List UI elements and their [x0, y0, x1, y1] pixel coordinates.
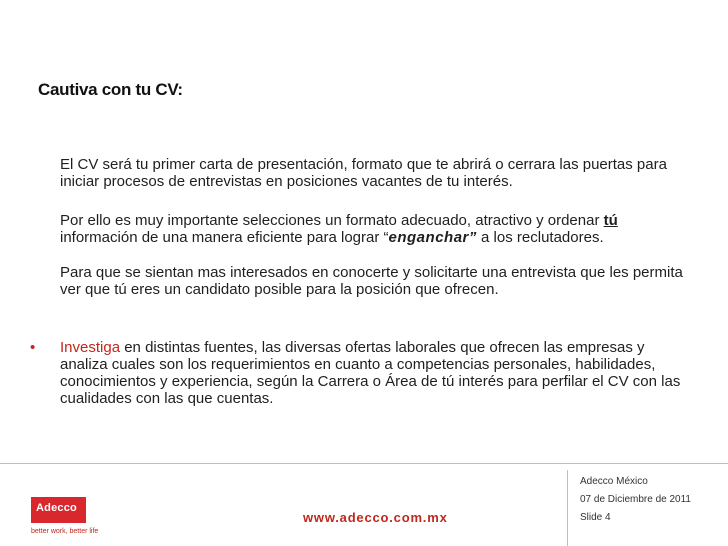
paragraph-cv-intro: El CV será tu primer carta de presentación, formato que te abrirá o cerrara las puertas para iniciar procesos de entrevistas en posiciones vacantes de tu interés. [60, 156, 667, 190]
bullet-marker: • [30, 339, 36, 356]
footer-slide-number: Slide 4 [580, 512, 611, 523]
keyword-investiga: Investiga [60, 339, 121, 356]
paragraph-format [60, 212, 690, 246]
paragraph-interest: Para que se sientan mas interesados en conocerte y solicitarte una entrevista que les permita ver que tú eres un candidato posible para la posición que ofrecen. [60, 264, 683, 298]
bullet-item-text: en distintas fuentes, las diversas ofertas laborales que ofrecen las empresas y analiza cuales son los requerimientos en cuanto a competencias personales, habilidades, conocimientos y experiencia, según la Carrera o Área de tú interés para perfilar el CV con las cualidades con las que cuentas. [60, 339, 681, 407]
bullet-item-investiga [60, 339, 690, 407]
paragraph-format-text-e: a los reclutadores. [476, 229, 604, 246]
paragraph-format-text-c: información de una manera eficiente para lograr “ [60, 229, 389, 246]
logo-wordmark: Adecco [36, 502, 77, 514]
footer-divider-line [0, 463, 728, 464]
footer-company: Adecco México [580, 476, 648, 487]
emphasis-enganchar: enganchar” [388, 229, 477, 246]
emphasis-tu: tú [603, 212, 618, 229]
footer-date: 07 de Diciembre de 2011 [580, 494, 691, 505]
slide-title: Cautiva con tu CV: [38, 80, 183, 99]
website-link[interactable]: www.adecco.com.mx [303, 510, 448, 525]
paragraph-format-text-a: Por ello es muy importante selecciones un formato adecuado, atractivo y ordenar [60, 212, 604, 229]
logo-tagline: better work, better life [31, 528, 99, 535]
footer-vertical-divider [567, 470, 568, 546]
